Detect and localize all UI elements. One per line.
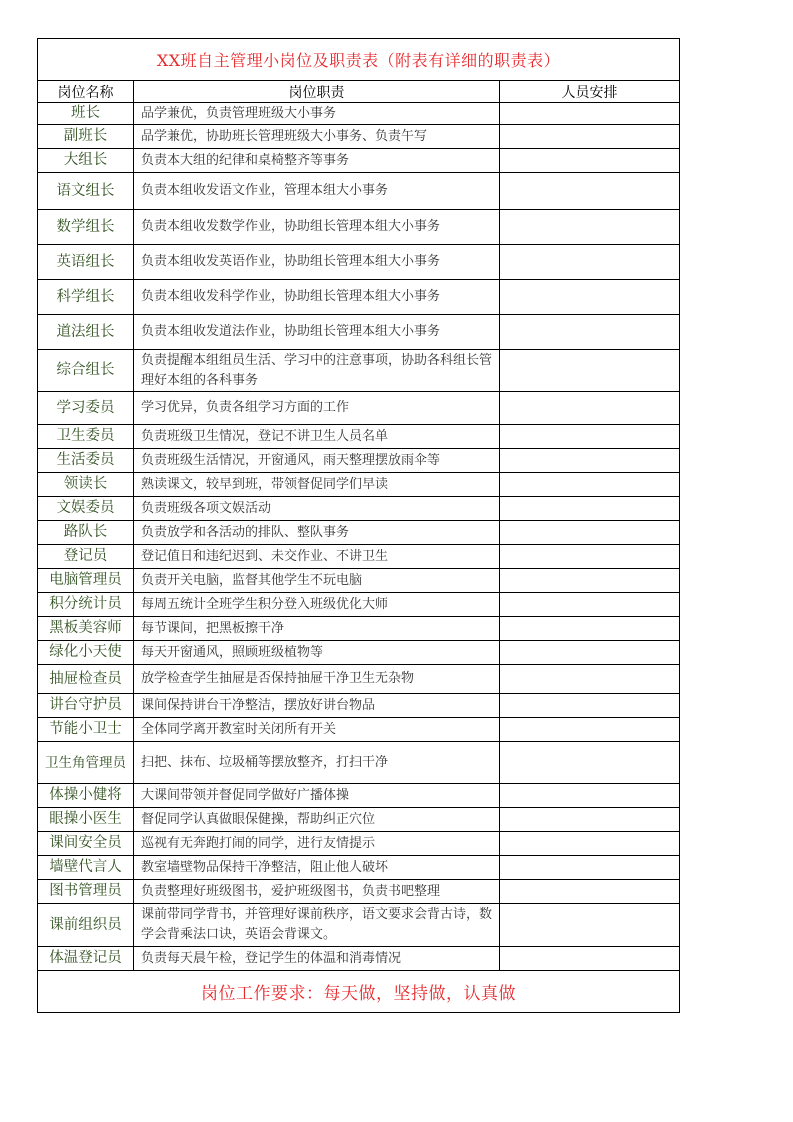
position-name: 卫生角管理员: [38, 742, 134, 784]
position-name: 体温登记员: [38, 947, 134, 971]
assignment-cell[interactable]: [500, 103, 680, 125]
table-row: [38, 280, 680, 315]
assignment-cell[interactable]: [500, 350, 680, 392]
position-duty: 负责每天晨午检，登记学生的体温和消毒情况: [134, 947, 500, 971]
position-duty: 负责本大组的纪律和桌椅整齐等事务: [134, 149, 500, 173]
assignment-cell[interactable]: [500, 832, 680, 856]
header-assignment: 人员安排: [500, 81, 680, 103]
position-duty: 巡视有无奔跑打闹的同学，进行友情提示: [134, 832, 500, 856]
table-row: [38, 315, 680, 350]
table-row: [38, 545, 680, 569]
position-duty: 负责班级生活情况，开窗通风，雨天整理摆放雨伞等: [134, 449, 500, 473]
assignment-cell[interactable]: [500, 125, 680, 149]
assignment-cell[interactable]: [500, 593, 680, 617]
position-name: 黑板美容师: [38, 617, 134, 641]
position-duty: 负责本组收发语文作业，管理本组大小事务: [134, 173, 500, 210]
table-row: [38, 473, 680, 497]
assignment-cell[interactable]: [500, 315, 680, 350]
assignment-cell[interactable]: [500, 617, 680, 641]
table-row: [38, 392, 680, 425]
duty-sheet: [37, 38, 679, 1013]
position-duty: 每天开窗通风，照顾班级植物等: [134, 641, 500, 665]
position-duty: 负责本组收发数学作业，协助组长管理本组大小事务: [134, 210, 500, 245]
header-duty: 岗位职责: [134, 81, 500, 103]
position-duty: 扫把、抹布、垃圾桶等摆放整齐，打扫干净: [134, 742, 500, 784]
assignment-cell[interactable]: [500, 694, 680, 718]
table-row: [38, 350, 680, 392]
table-row: [38, 694, 680, 718]
position-name: 电脑管理员: [38, 569, 134, 593]
position-name: 数学组长: [38, 210, 134, 245]
position-duty: 负责本组收发道法作业，协助组长管理本组大小事务: [134, 315, 500, 350]
position-duty: 督促同学认真做眼保健操，帮助纠正穴位: [134, 808, 500, 832]
table-row: [38, 808, 680, 832]
position-duty: 品学兼优，协助班长管理班级大小事务、负责午写: [134, 125, 500, 149]
position-name: 班长: [38, 103, 134, 125]
position-name: 节能小卫士: [38, 718, 134, 742]
position-duty: 放学检查学生抽屉是否保持抽屉干净卫生无杂物: [134, 665, 500, 694]
position-name: 绿化小天使: [38, 641, 134, 665]
position-name: 综合组长: [38, 350, 134, 392]
table-row: [38, 856, 680, 880]
table-row: [38, 245, 680, 280]
position-name: 课间安全员: [38, 832, 134, 856]
assignment-cell[interactable]: [500, 742, 680, 784]
position-name: 副班长: [38, 125, 134, 149]
position-name: 图书管理员: [38, 880, 134, 904]
table-row: [38, 449, 680, 473]
table-row: [38, 103, 680, 125]
table-row: [38, 497, 680, 521]
assignment-cell[interactable]: [500, 569, 680, 593]
assignment-cell[interactable]: [500, 521, 680, 545]
header-position-name: 岗位名称: [38, 81, 134, 103]
position-name: 大组长: [38, 149, 134, 173]
assignment-cell[interactable]: [500, 545, 680, 569]
position-duty: 负责提醒本组组员生活、学习中的注意事项，协助各科组长管理好本组的各科事务: [134, 350, 500, 392]
table-row: [38, 617, 680, 641]
position-duty: 课间保持讲台干净整洁，摆放好讲台物品: [134, 694, 500, 718]
position-name: 登记员: [38, 545, 134, 569]
position-duty: 大课间带领并督促同学做好广播体操: [134, 784, 500, 808]
table-row: [38, 947, 680, 971]
assignment-cell[interactable]: [500, 856, 680, 880]
header-row: [38, 81, 680, 103]
assignment-cell[interactable]: [500, 173, 680, 210]
table-row: [38, 149, 680, 173]
position-name: 讲台守护员: [38, 694, 134, 718]
assignment-cell[interactable]: [500, 947, 680, 971]
position-duty: 负责整理好班级图书，爱护班级图书，负责书吧整理: [134, 880, 500, 904]
footer-row: [38, 971, 680, 1013]
position-duty: 熟读课文，较早到班，带领督促同学们早读: [134, 473, 500, 497]
position-name: 课前组织员: [38, 904, 134, 947]
table-row: [38, 718, 680, 742]
position-duty: 登记值日和违纪迟到、未交作业、不讲卫生: [134, 545, 500, 569]
table-row: [38, 425, 680, 449]
position-name: 道法组长: [38, 315, 134, 350]
table-row: [38, 742, 680, 784]
position-duty: 每节课间，把黑板擦干净: [134, 617, 500, 641]
assignment-cell[interactable]: [500, 473, 680, 497]
position-duty: 每周五统计全班学生积分登入班级优化大师: [134, 593, 500, 617]
position-name: 领读长: [38, 473, 134, 497]
position-name: 眼操小医生: [38, 808, 134, 832]
assignment-cell[interactable]: [500, 280, 680, 315]
position-duty: 全体同学离开教室时关闭所有开关: [134, 718, 500, 742]
assignment-cell[interactable]: [500, 149, 680, 173]
position-duty: 负责本组收发英语作业，协助组长管理本组大小事务: [134, 245, 500, 280]
assignment-cell[interactable]: [500, 641, 680, 665]
assignment-cell[interactable]: [500, 718, 680, 742]
position-duty: 负责班级卫生情况，登记不讲卫生人员名单: [134, 425, 500, 449]
position-name: 墙壁代言人: [38, 856, 134, 880]
table-row: [38, 832, 680, 856]
position-name: 语文组长: [38, 173, 134, 210]
table-row: [38, 880, 680, 904]
position-name: 抽屉检查员: [38, 665, 134, 694]
sheet-title: XX班自主管理小岗位及职责表（附表有详细的职责表）: [38, 39, 680, 81]
position-duty: 课前带同学背书，并管理好课前秩序，语文要求会背古诗，数学会背乘法口诀，英语会背课文。: [134, 904, 500, 947]
table-row: [38, 593, 680, 617]
position-name: 学习委员: [38, 392, 134, 425]
position-duty: 品学兼优，负责管理班级大小事务: [134, 103, 500, 125]
position-name: 生活委员: [38, 449, 134, 473]
table-row: [38, 641, 680, 665]
table-row: [38, 904, 680, 947]
table-row: [38, 784, 680, 808]
work-requirement: 岗位工作要求：每天做，坚持做，认真做: [38, 971, 680, 1013]
position-duty: 学习优异，负责各组学习方面的工作: [134, 392, 500, 425]
position-name: 文娱委员: [38, 497, 134, 521]
position-duty: 负责放学和各活动的排队、整队事务: [134, 521, 500, 545]
position-duty: 负责开关电脑，监督其他学生不玩电脑: [134, 569, 500, 593]
position-name: 积分统计员: [38, 593, 134, 617]
assignment-cell[interactable]: [500, 808, 680, 832]
assignment-cell[interactable]: [500, 904, 680, 947]
position-name: 体操小健将: [38, 784, 134, 808]
position-duty: 负责本组收发科学作业，协助组长管理本组大小事务: [134, 280, 500, 315]
table-row: [38, 521, 680, 545]
assignment-cell[interactable]: [500, 784, 680, 808]
assignment-cell[interactable]: [500, 392, 680, 425]
position-name: 科学组长: [38, 280, 134, 315]
table-row: [38, 665, 680, 694]
table-row: [38, 173, 680, 210]
position-name: 卫生委员: [38, 425, 134, 449]
assignment-cell[interactable]: [500, 449, 680, 473]
table-row: [38, 125, 680, 149]
assignment-cell[interactable]: [500, 497, 680, 521]
assignment-cell[interactable]: [500, 210, 680, 245]
position-duty: 负责班级各项文娱活动: [134, 497, 500, 521]
table-row: [38, 569, 680, 593]
position-name: 英语组长: [38, 245, 134, 280]
assignment-cell[interactable]: [500, 665, 680, 694]
table-row: [38, 210, 680, 245]
position-duty: 教室墙壁物品保持干净整洁，阻止他人破坏: [134, 856, 500, 880]
position-name: 路队长: [38, 521, 134, 545]
duty-table: [37, 38, 680, 1013]
assignment-cell[interactable]: [500, 425, 680, 449]
assignment-cell[interactable]: [500, 245, 680, 280]
assignment-cell[interactable]: [500, 880, 680, 904]
